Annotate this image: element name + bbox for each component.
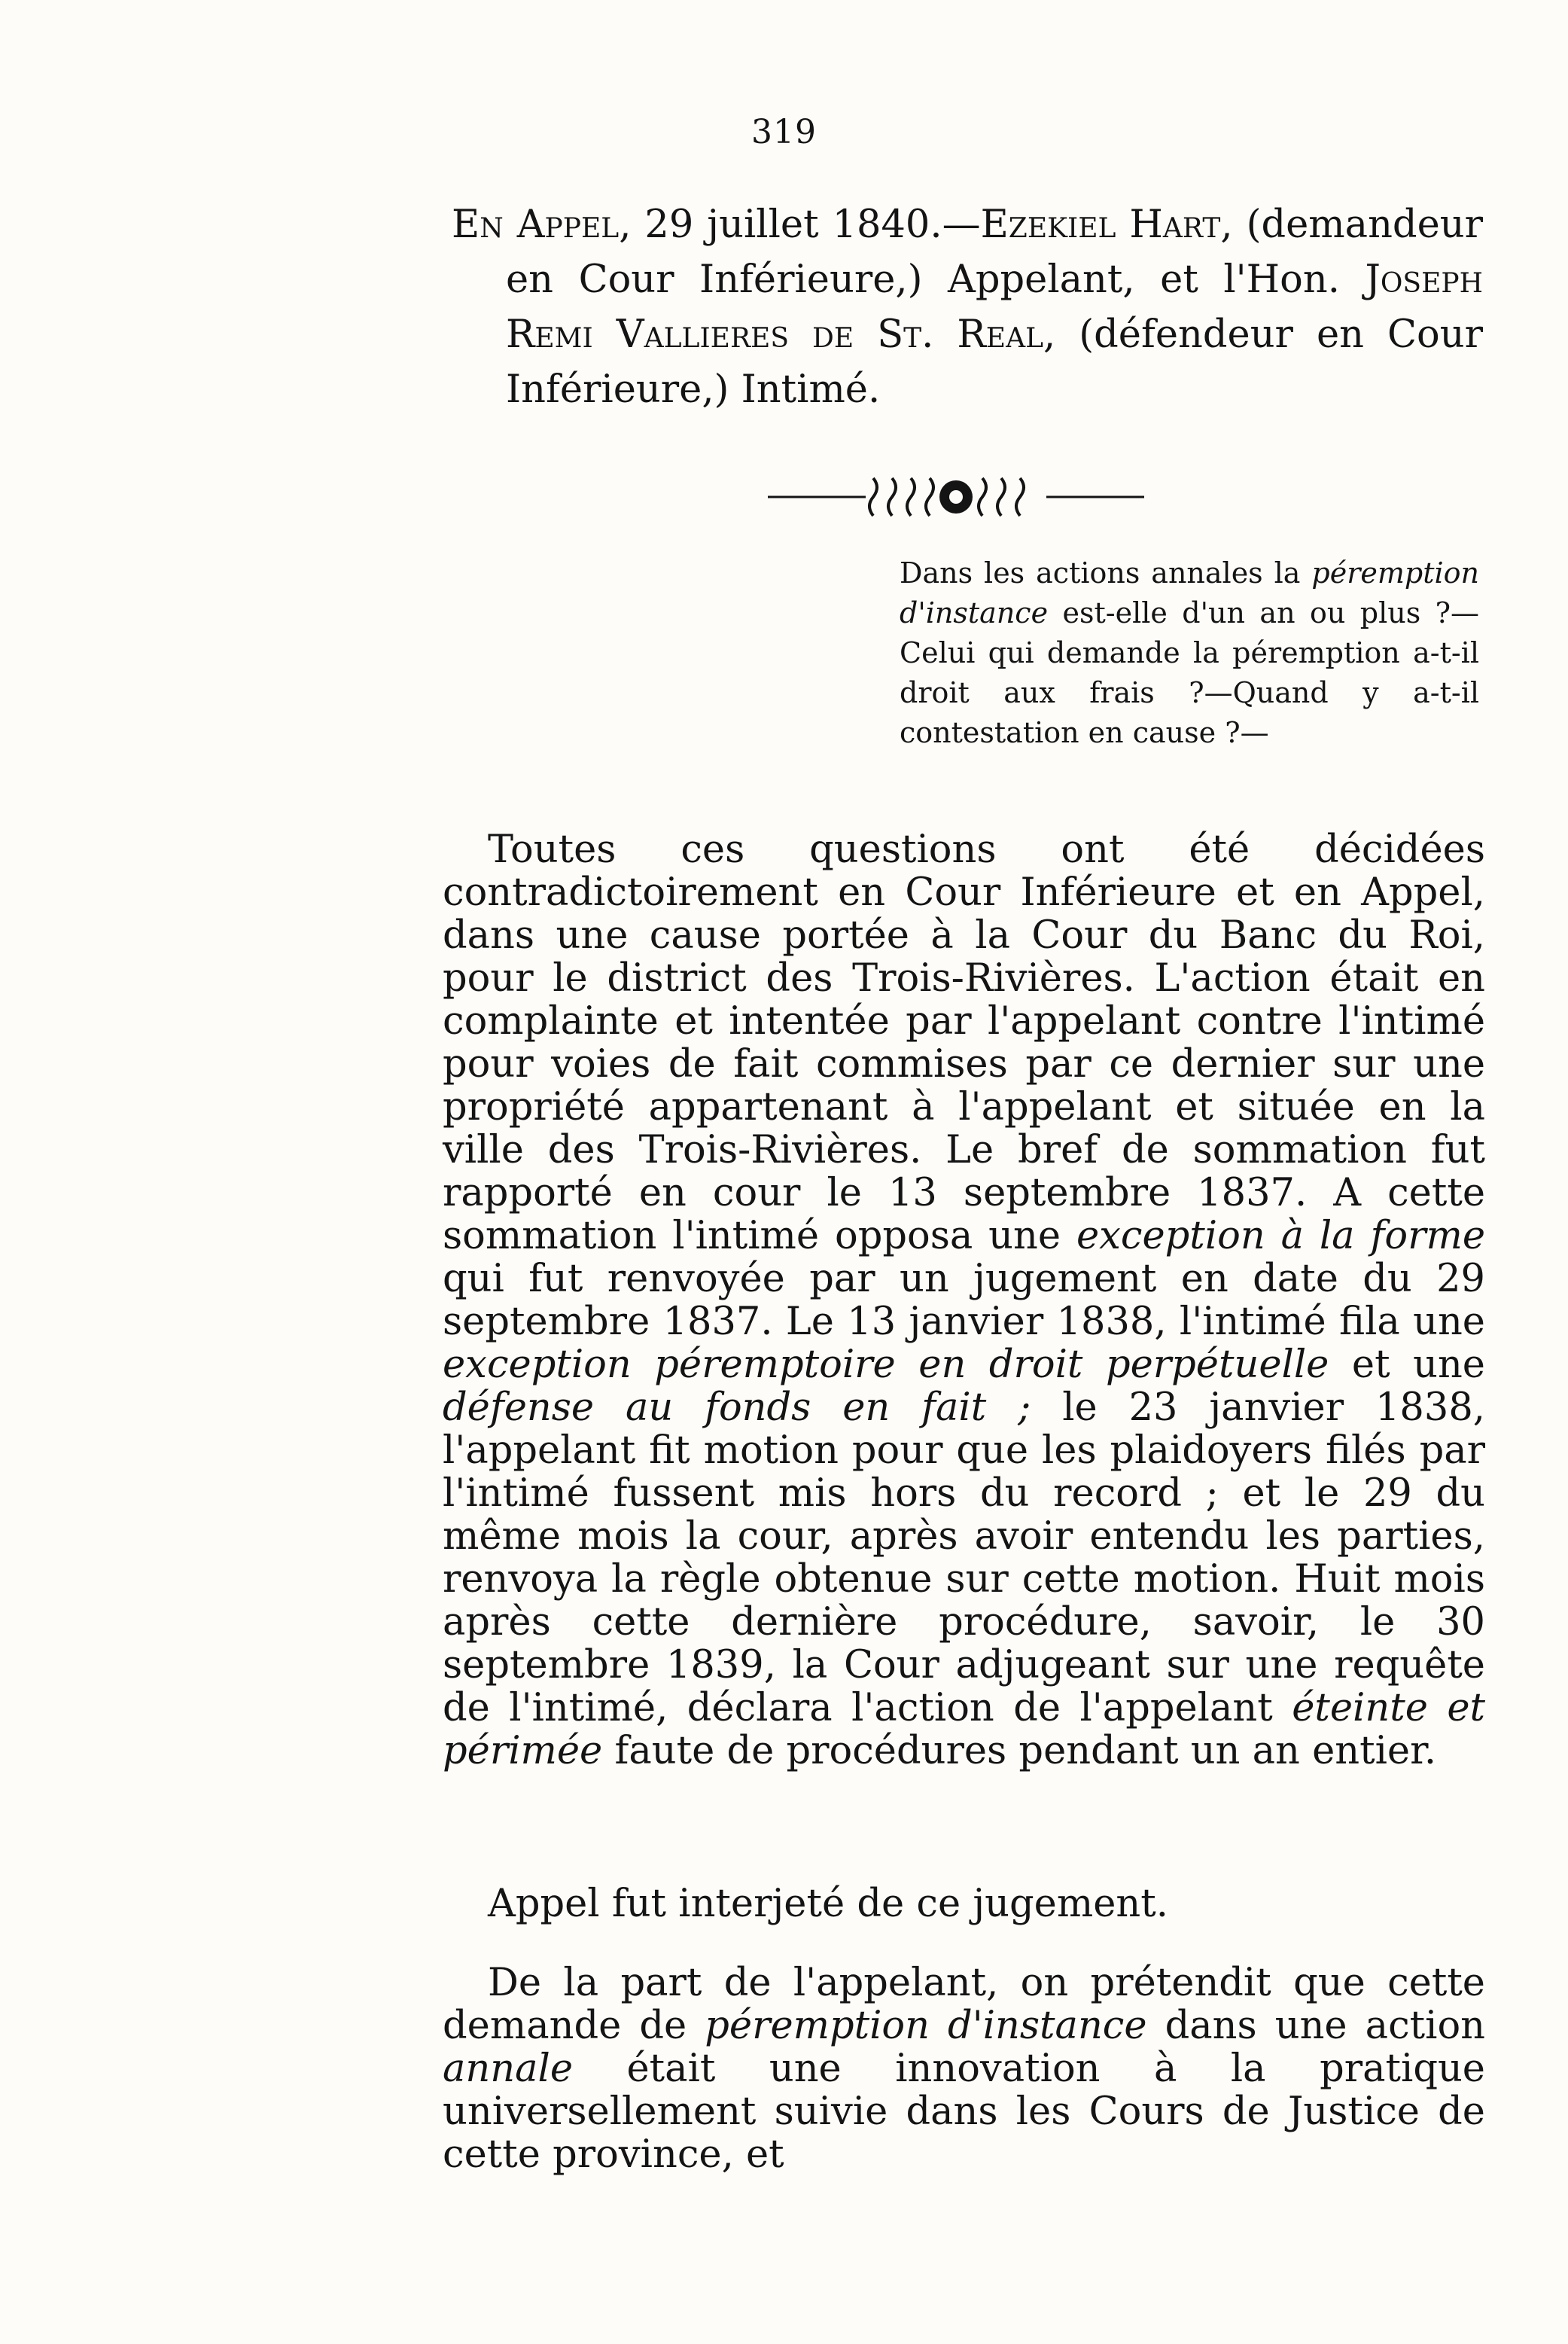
p1-italic-f: défense au fonds en fait ; xyxy=(443,1385,1031,1430)
sidenote-text-2: est-elle d'un an ou plus ?—Celui qui demande la péremption a-t-il droit aux frais ?—Quand y a-t-il contestation en cause ?— xyxy=(900,596,1479,749)
p1-text-g: le 23 janvier 1838, l'appelant fit motion pour que les plaidoyers filés par l'intimé fussent mis hors du record ; et le 29 du même mois la cour, après avoir entendu les parties, renvoya la règle obtenue sur cette motion. Huit mois après cette dernière procédure, savoir, le 30 septembre 1839, la Cour adjugeant sur une requête de l'intimé, déclara l'action de l'appelant xyxy=(443,1385,1485,1730)
p1-text-a: Toutes ces questions ont été décidées contradictoirement en Cour Inférieure et en Appel, dans une cause portée à la Cour du Banc du Roi, pour le district des Trois-Rivières. L'action était en complainte et intentée par l'appelant contre l'intimé pour voies de fait commises par ce dernier sur une propriété appartenant à l'appelant et située en la ville des Trois-Rivières. Le bref de sommation fut rapporté en cour le 13 septembre 1837. A cette sommation l'intimé opposa une xyxy=(443,828,1485,1258)
body-paragraph-1 xyxy=(443,828,1485,1772)
respondent-name: Joseph Remi Vallieres de St. Real, xyxy=(506,258,1483,357)
respondent-role: (défendeur en Cour Inférieure,) Intimé. xyxy=(506,312,1483,412)
page-number: 319 xyxy=(751,113,817,151)
p3-italic-d: annale xyxy=(443,2047,573,2091)
body-paragraph-2: Appel fut interjeté de ce jugement. xyxy=(488,1882,1168,1926)
p1-text-i: faute de procédures pendant un an entier. xyxy=(602,1729,1437,1773)
p3-text-a: De la part de l'appelant, on prétendit que cette demande de xyxy=(443,1961,1485,2048)
p1-italic-h: éteinte et périmée xyxy=(443,1686,1485,1773)
sidenote xyxy=(900,553,1479,753)
en-appel-label: En Appel, xyxy=(452,203,632,247)
p3-text-c: dans une action xyxy=(1146,2004,1486,2048)
p1-text-c: qui fut renvoyée par un jugement en date du 29 septembre 1837. Le 13 janvier 1838, l'intimé fila une xyxy=(443,1257,1485,1344)
p1-text-e: et une xyxy=(1329,1343,1485,1387)
p1-italic-b: exception à la forme xyxy=(1076,1214,1485,1258)
ornamental-divider xyxy=(753,463,1159,531)
case-heading xyxy=(452,197,1483,417)
p3-italic-b: péremption d'instance xyxy=(705,2004,1147,2048)
sidenote-text-1: Dans les actions annales la xyxy=(900,556,1312,590)
p3-text-e: était une innovation à la pratique universellement suivie dans les Cours de Justice de cette province, et xyxy=(443,2047,1485,2177)
appellant-role: (demandeur en Cour Inférieure,) Appelant, et l'Hon. xyxy=(506,203,1483,302)
body-paragraph-3 xyxy=(443,1961,1485,2176)
case-date: 29 juillet 1840.— xyxy=(631,203,981,247)
p1-italic-d: exception péremptoire en droit perpétuelle xyxy=(443,1343,1329,1387)
appellant-name: Ezekiel Hart, xyxy=(980,203,1233,247)
sidenote-italic: péremption d'instance xyxy=(900,556,1479,629)
